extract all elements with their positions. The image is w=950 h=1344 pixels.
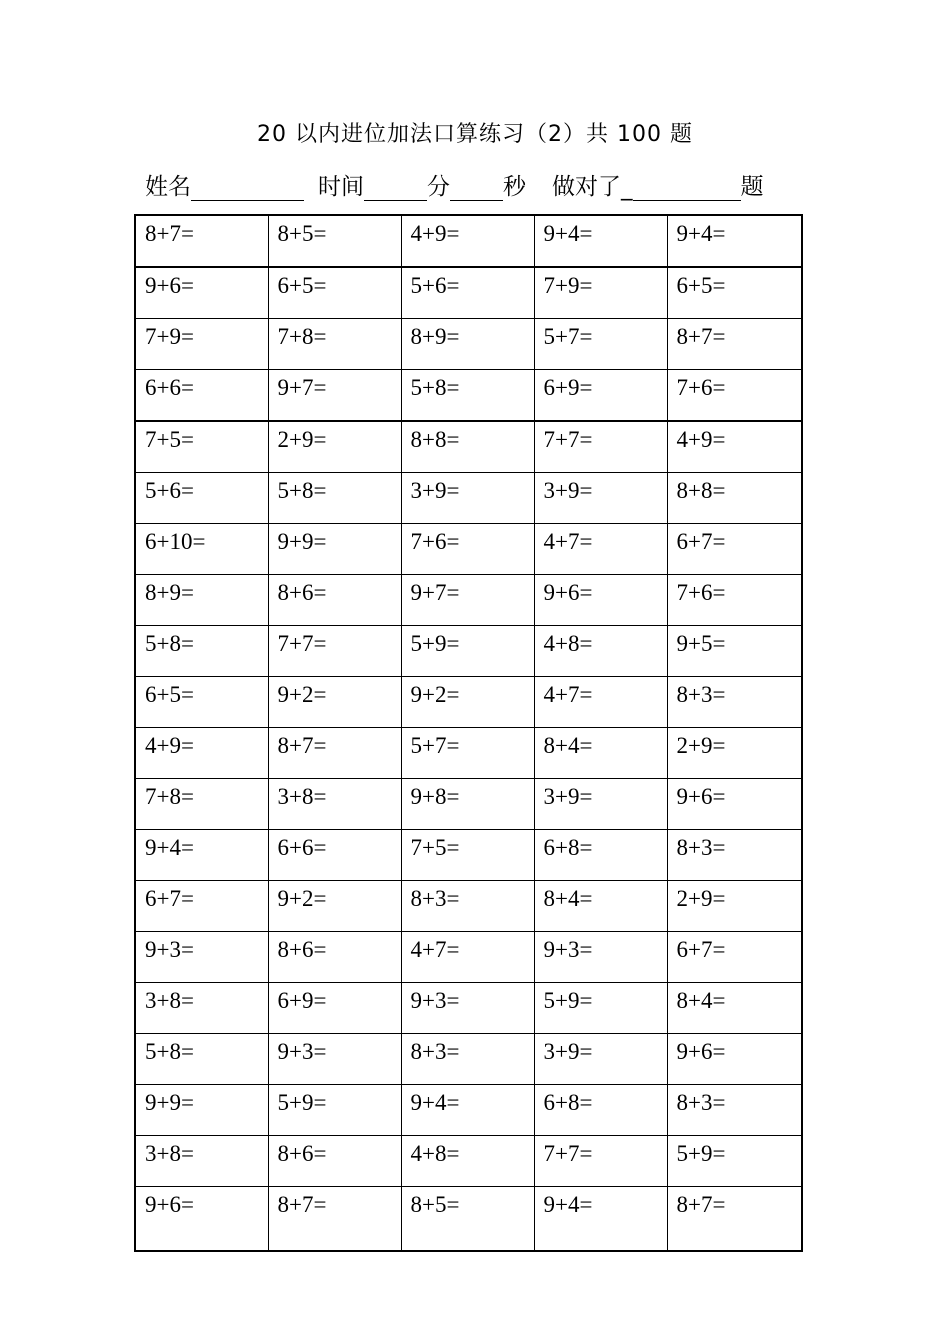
- problem-cell[interactable]: 4+7=: [534, 524, 667, 575]
- problem-cell[interactable]: 4+9=: [135, 728, 268, 779]
- problem-cell[interactable]: 3+8=: [135, 1136, 268, 1187]
- problem-cell[interactable]: 5+8=: [135, 1034, 268, 1085]
- problem-cell[interactable]: 7+7=: [534, 421, 667, 473]
- problem-cell[interactable]: 4+9=: [667, 421, 802, 473]
- problem-cell[interactable]: 9+9=: [268, 524, 401, 575]
- table-row: [135, 932, 802, 983]
- table-row: [135, 1034, 802, 1085]
- problem-cell[interactable]: 9+6=: [667, 1034, 802, 1085]
- table-row: [135, 830, 802, 881]
- problem-cell[interactable]: 3+9=: [401, 473, 534, 524]
- problem-cell[interactable]: 9+6=: [667, 779, 802, 830]
- question-label: 题: [740, 174, 764, 200]
- problem-cell[interactable]: 8+6=: [268, 575, 401, 626]
- problem-cell[interactable]: 9+3=: [534, 932, 667, 983]
- correct-label: 做对了: [552, 174, 621, 200]
- problem-cell[interactable]: 6+6=: [135, 370, 268, 422]
- problem-cell[interactable]: 5+6=: [135, 473, 268, 524]
- table-row: [135, 881, 802, 932]
- problem-cell[interactable]: 8+7=: [135, 215, 268, 267]
- problem-cell[interactable]: 3+8=: [135, 983, 268, 1034]
- problem-cell[interactable]: 6+7=: [667, 524, 802, 575]
- problem-cell[interactable]: 2+9=: [667, 881, 802, 932]
- problem-cell[interactable]: 9+3=: [135, 932, 268, 983]
- problem-cell[interactable]: 8+7=: [268, 728, 401, 779]
- problem-cell[interactable]: 6+5=: [667, 267, 802, 319]
- problem-cell[interactable]: 8+7=: [667, 319, 802, 370]
- table-row: [135, 1136, 802, 1187]
- problem-cell[interactable]: 9+7=: [268, 370, 401, 422]
- problem-cell[interactable]: 9+5=: [667, 626, 802, 677]
- problem-cell[interactable]: 6+9=: [534, 370, 667, 422]
- problem-cell[interactable]: 7+6=: [667, 575, 802, 626]
- problem-cell[interactable]: 5+6=: [401, 267, 534, 319]
- table-row: [135, 319, 802, 370]
- problem-cell[interactable]: 9+8=: [401, 779, 534, 830]
- problem-cell[interactable]: 9+3=: [268, 1034, 401, 1085]
- problem-cell[interactable]: 6+8=: [534, 830, 667, 881]
- problem-cell[interactable]: 9+4=: [534, 1187, 667, 1252]
- problem-cell[interactable]: 6+7=: [667, 932, 802, 983]
- problem-cell[interactable]: 3+9=: [534, 1034, 667, 1085]
- minute-label: 分: [427, 174, 450, 200]
- problem-cell[interactable]: 8+4=: [667, 983, 802, 1034]
- problem-cell[interactable]: 7+9=: [135, 319, 268, 370]
- second-label: 秒: [503, 174, 526, 200]
- table-row: [135, 728, 802, 779]
- problem-table: [134, 214, 803, 1252]
- problem-cell[interactable]: 9+6=: [534, 575, 667, 626]
- table-row: [135, 1085, 802, 1136]
- problem-cell[interactable]: 8+4=: [534, 728, 667, 779]
- problem-cell[interactable]: 9+3=: [401, 983, 534, 1034]
- table-row: [135, 983, 802, 1034]
- problem-cell[interactable]: 6+5=: [268, 267, 401, 319]
- problem-cell[interactable]: 7+6=: [401, 524, 534, 575]
- minute-blank[interactable]: [450, 170, 503, 201]
- problem-cell[interactable]: 5+9=: [401, 626, 534, 677]
- problem-cell[interactable]: 3+9=: [534, 779, 667, 830]
- table-row: [135, 473, 802, 524]
- problem-cell[interactable]: 9+4=: [401, 1085, 534, 1136]
- problem-cell[interactable]: 8+3=: [667, 830, 802, 881]
- problem-cell[interactable]: 6+10=: [135, 524, 268, 575]
- problem-cell[interactable]: 5+8=: [135, 626, 268, 677]
- problem-cell[interactable]: 8+5=: [401, 1187, 534, 1252]
- problem-cell[interactable]: 8+7=: [268, 1187, 401, 1252]
- problem-cell[interactable]: 8+8=: [401, 421, 534, 473]
- problem-cell[interactable]: 7+7=: [534, 1136, 667, 1187]
- name-label: 姓名: [145, 174, 191, 200]
- problem-cell[interactable]: 2+9=: [667, 728, 802, 779]
- table-row: [135, 215, 802, 267]
- problem-cell[interactable]: 8+3=: [667, 1085, 802, 1136]
- time-label: 时间: [318, 174, 364, 200]
- problem-cell[interactable]: 6+5=: [135, 677, 268, 728]
- time-blank[interactable]: [364, 170, 427, 201]
- problem-cell[interactable]: 8+8=: [667, 473, 802, 524]
- problem-cell[interactable]: 5+9=: [268, 1085, 401, 1136]
- problem-cell[interactable]: 8+6=: [268, 932, 401, 983]
- problem-cell[interactable]: 4+7=: [401, 932, 534, 983]
- problem-cell[interactable]: 9+2=: [401, 677, 534, 728]
- problem-cell[interactable]: 4+9=: [401, 215, 534, 267]
- problem-cell[interactable]: 7+5=: [135, 421, 268, 473]
- problem-cell[interactable]: 5+8=: [401, 370, 534, 422]
- problem-cell[interactable]: 9+7=: [401, 575, 534, 626]
- table-row: [135, 1187, 802, 1252]
- table-row: [135, 779, 802, 830]
- problem-cell[interactable]: 6+6=: [268, 830, 401, 881]
- problem-cell[interactable]: 2+9=: [268, 421, 401, 473]
- name-blank[interactable]: [191, 170, 304, 201]
- problem-cell[interactable]: 7+6=: [667, 370, 802, 422]
- problem-cell[interactable]: 8+3=: [667, 677, 802, 728]
- problem-cell[interactable]: 8+4=: [534, 881, 667, 932]
- problem-cell[interactable]: 9+2=: [268, 881, 401, 932]
- problem-cell[interactable]: 9+4=: [667, 215, 802, 267]
- table-row: [135, 421, 802, 473]
- problem-cell[interactable]: 9+4=: [135, 830, 268, 881]
- problem-cell[interactable]: 8+6=: [268, 1136, 401, 1187]
- problem-table-body: [135, 215, 802, 1251]
- problem-cell[interactable]: 5+9=: [534, 983, 667, 1034]
- problem-cell[interactable]: 9+4=: [534, 215, 667, 267]
- problem-cell[interactable]: 8+9=: [401, 319, 534, 370]
- problem-cell[interactable]: 5+8=: [268, 473, 401, 524]
- problem-cell[interactable]: 8+7=: [667, 1187, 802, 1252]
- table-row: [135, 677, 802, 728]
- problem-cell[interactable]: 9+6=: [135, 267, 268, 319]
- problem-cell[interactable]: 8+3=: [401, 881, 534, 932]
- problem-cell[interactable]: 8+9=: [135, 575, 268, 626]
- problem-cell[interactable]: 3+8=: [268, 779, 401, 830]
- problem-cell[interactable]: 3+9=: [534, 473, 667, 524]
- problem-cell[interactable]: 8+5=: [268, 215, 401, 267]
- correct-count-blank[interactable]: [633, 170, 741, 201]
- table-row: [135, 575, 802, 626]
- problem-cell[interactable]: 7+5=: [401, 830, 534, 881]
- problem-cell[interactable]: 7+9=: [534, 267, 667, 319]
- problem-cell[interactable]: 9+2=: [268, 677, 401, 728]
- correct-prefix: _: [621, 175, 633, 201]
- page-title: 20 以内进位加法口算练习（2）共 100 题: [257, 122, 693, 147]
- problem-cell[interactable]: 7+8=: [135, 779, 268, 830]
- problem-cell[interactable]: 5+9=: [667, 1136, 802, 1187]
- problem-cell[interactable]: 4+8=: [534, 626, 667, 677]
- problem-cell[interactable]: 7+8=: [268, 319, 401, 370]
- student-info-line: [145, 168, 825, 204]
- table-row: [135, 370, 802, 422]
- problem-cell[interactable]: 5+7=: [401, 728, 534, 779]
- problem-cell[interactable]: 6+8=: [534, 1085, 667, 1136]
- problem-cell[interactable]: 4+7=: [534, 677, 667, 728]
- problem-cell[interactable]: 7+7=: [268, 626, 401, 677]
- table-row: [135, 267, 802, 319]
- table-row: [135, 626, 802, 677]
- table-row: [135, 524, 802, 575]
- problem-cell[interactable]: 5+7=: [534, 319, 667, 370]
- problem-cell[interactable]: 6+7=: [135, 881, 268, 932]
- problem-cell[interactable]: 6+9=: [268, 983, 401, 1034]
- problem-cell[interactable]: 8+3=: [401, 1034, 534, 1085]
- problem-cell[interactable]: 4+8=: [401, 1136, 534, 1187]
- problem-cell[interactable]: 9+6=: [135, 1187, 268, 1252]
- problem-cell[interactable]: 9+9=: [135, 1085, 268, 1136]
